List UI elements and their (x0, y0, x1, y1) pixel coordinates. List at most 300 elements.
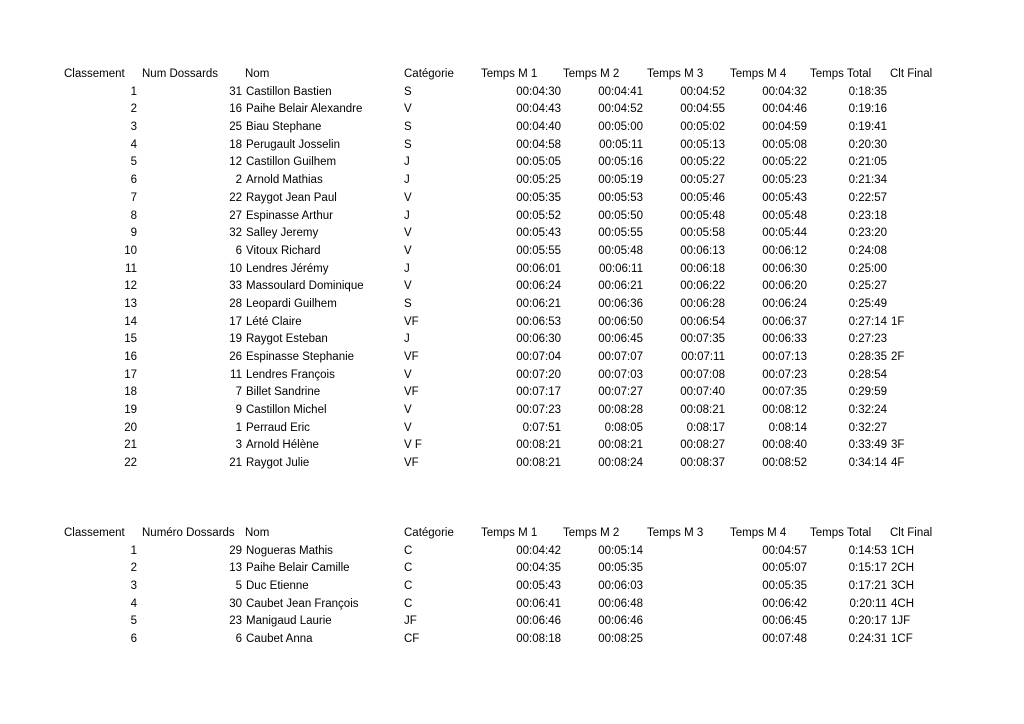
cell-temps-m1: 00:07:20 (516, 368, 561, 381)
cell-temps-total: 0:28:35 (848, 351, 887, 363)
table-row (0, 296, 1024, 314)
cell-nom: Caubet Anna (246, 633, 313, 646)
cell-temps-m3: 00:08:37 (680, 457, 725, 470)
cell-nom: Duc Etienne (246, 580, 309, 593)
cell-categorie: V (404, 280, 412, 293)
cell-dossard: 5 (235, 580, 242, 593)
cell-nom: Manigaud Laurie (246, 615, 332, 628)
cell-temps-m3: 00:07:11 (681, 351, 725, 363)
cell-temps-total: 0:21:05 (848, 156, 887, 169)
cell-clt-final: 1F (891, 315, 905, 328)
cell-nom: Massoulard Dominique (246, 280, 364, 293)
cell-temps-m2: 00:05:50 (598, 209, 643, 222)
cell-temps-m1: 00:06:24 (516, 280, 561, 293)
table-row (0, 402, 1024, 420)
cell-temps-m2: 00:05:48 (598, 244, 643, 257)
cell-temps-m1: 00:05:55 (516, 244, 561, 257)
cell-temps-m4: 00:04:59 (762, 121, 807, 134)
cell-temps-m4: 00:05:22 (762, 156, 807, 169)
cell-categorie: C (404, 562, 413, 575)
cell-classement: 8 (130, 209, 137, 222)
cell-temps-m4: 00:05:43 (762, 191, 807, 204)
table-row (0, 455, 1024, 473)
header-temps-m1: Temps M 1 (481, 68, 538, 80)
cell-temps-total: 0:34:14 (848, 457, 887, 470)
cell-temps-m1: 00:04:58 (516, 138, 561, 151)
cell-temps-m1: 00:08:21 (516, 439, 561, 452)
cell-categorie: J (404, 333, 410, 346)
cell-temps-m3: 00:04:55 (680, 103, 725, 116)
header-temps-m1: Temps M 1 (481, 527, 538, 539)
cell-categorie: V (404, 404, 412, 417)
cell-temps-m3: 00:07:08 (680, 368, 725, 381)
table-row (0, 384, 1024, 402)
cell-temps-m2: 00:05:55 (598, 227, 643, 240)
cell-temps-total: 0:21:34 (848, 174, 887, 187)
table-row (0, 137, 1024, 155)
cell-temps-total: 0:29:59 (848, 386, 887, 399)
cell-temps-m1: 00:05:43 (516, 227, 561, 240)
cell-temps-m3: 00:08:21 (680, 404, 725, 417)
cell-temps-m1: 00:06:01 (516, 262, 561, 275)
cell-nom: Salley Jeremy (246, 227, 319, 240)
cell-temps-total: 0:25:00 (848, 262, 887, 275)
cell-temps-m1: 00:04:43 (516, 103, 561, 116)
cell-classement: 14 (124, 315, 137, 328)
cell-temps-m4: 00:05:44 (762, 227, 807, 240)
cell-dossard: 26 (229, 351, 242, 363)
header-categorie: Catégorie (404, 68, 454, 80)
cell-categorie: V (404, 191, 412, 204)
cell-clt-final: 1JF (891, 615, 911, 628)
cell-dossard: 23 (229, 615, 242, 628)
cell-dossard: 18 (229, 138, 242, 151)
cell-temps-m1: 00:08:18 (516, 633, 561, 646)
cell-categorie: S (404, 121, 412, 134)
table-header-row (0, 525, 1024, 543)
cell-categorie: VF (404, 351, 419, 363)
header-temps-m4: Temps M 4 (730, 68, 787, 80)
cell-categorie: S (404, 297, 412, 310)
cell-categorie: V F (404, 439, 422, 452)
cell-temps-total: 0:14:53 (848, 544, 887, 557)
cell-temps-total: 0:17:21 (848, 580, 887, 593)
cell-categorie: J (404, 156, 410, 169)
cell-temps-m4: 00:06:12 (762, 244, 807, 257)
cell-nom: Arnold Hélène (246, 439, 319, 452)
cell-categorie: C (404, 580, 413, 593)
cell-temps-m3: 00:05:58 (680, 227, 725, 240)
header-nom: Nom (245, 527, 270, 539)
cell-temps-m2: 00:08:28 (598, 404, 643, 417)
table-row (0, 560, 1024, 578)
cell-dossard: 27 (229, 209, 242, 222)
cell-nom: Castillon Michel (246, 404, 327, 417)
cell-temps-m4: 00:08:52 (762, 457, 807, 470)
cell-categorie: V (404, 244, 412, 257)
cell-temps-m4: 00:07:35 (762, 386, 807, 399)
cell-temps-m4: 00:05:23 (762, 174, 807, 187)
cell-classement: 15 (124, 333, 137, 346)
cell-temps-m2: 00:07:07 (598, 351, 643, 363)
cell-classement: 3 (130, 580, 137, 593)
cell-temps-m2: 00:05:19 (598, 174, 643, 187)
cell-temps-m2: 00:05:11 (599, 138, 643, 151)
cell-classement: 5 (130, 156, 137, 169)
cell-categorie: J (404, 209, 410, 222)
cell-nom: Paihe Belair Alexandre (246, 103, 363, 116)
cell-nom: Paihe Belair Camille (246, 562, 350, 575)
cell-nom: Lété Claire (246, 315, 302, 328)
cell-dossard: 32 (229, 227, 242, 240)
cell-temps-m4: 00:06:42 (762, 597, 807, 610)
cell-temps-m3: 00:06:22 (680, 280, 725, 293)
header-classement: Classement (64, 527, 125, 539)
header-dossard: Num Dossards (142, 68, 219, 80)
cell-classement: 7 (130, 191, 137, 204)
cell-temps-m2: 00:06:50 (598, 315, 643, 328)
cell-temps-m2: 00:07:03 (598, 368, 643, 381)
cell-temps-m2: 00:05:53 (598, 191, 643, 204)
cell-classement: 17 (124, 368, 137, 381)
cell-classement: 19 (124, 404, 137, 417)
cell-nom: Arnold Mathias (246, 174, 323, 187)
cell-classement: 12 (124, 280, 137, 293)
results-table-main (0, 66, 1024, 473)
cell-temps-m1: 00:05:25 (516, 174, 561, 187)
cell-dossard: 7 (235, 386, 242, 399)
cell-temps-m1: 00:07:04 (516, 351, 561, 363)
cell-temps-m3: 00:05:46 (680, 191, 725, 204)
table-row (0, 314, 1024, 332)
cell-temps-m2: 00:08:24 (598, 457, 643, 470)
cell-temps-m3: 0:08:17 (686, 421, 725, 434)
cell-temps-m2: 00:06:48 (598, 597, 643, 610)
cell-temps-total: 0:23:18 (848, 209, 887, 222)
cell-temps-m3: 00:05:13 (680, 138, 725, 151)
cell-temps-m2: 00:04:52 (598, 103, 643, 116)
cell-temps-m1: 00:07:17 (516, 386, 561, 399)
cell-categorie: CF (404, 633, 420, 646)
cell-classement: 10 (124, 244, 137, 257)
cell-temps-total: 0:19:41 (848, 121, 887, 134)
cell-dossard: 9 (235, 404, 242, 417)
table-row (0, 420, 1024, 438)
cell-temps-m1: 00:06:21 (516, 297, 561, 310)
header-temps-m3: Temps M 3 (647, 527, 704, 539)
cell-temps-m4: 00:06:30 (762, 262, 807, 275)
cell-classement: 11 (125, 262, 137, 275)
table-row (0, 172, 1024, 190)
cell-categorie: JF (404, 615, 417, 628)
cell-dossard: 17 (229, 315, 242, 328)
table-row (0, 437, 1024, 455)
cell-nom: Raygot Jean Paul (246, 191, 337, 204)
cell-temps-m1: 00:05:52 (516, 209, 561, 222)
table-row (0, 84, 1024, 102)
cell-dossard: 2 (235, 174, 242, 187)
cell-temps-m2: 0:08:05 (604, 421, 643, 434)
table-row (0, 631, 1024, 649)
cell-clt-final: 2F (891, 351, 905, 363)
results-table-secondary (0, 525, 1024, 649)
header-dossard: Numéro Dossards (142, 527, 235, 539)
cell-temps-m4: 00:06:20 (762, 280, 807, 293)
cell-temps-m4: 00:07:13 (762, 351, 807, 363)
table-row (0, 119, 1024, 137)
table-row (0, 613, 1024, 631)
cell-classement: 2 (130, 562, 137, 575)
cell-temps-total: 0:20:11 (849, 597, 887, 610)
cell-temps-m4: 00:06:33 (762, 333, 807, 346)
header-nom: Nom (245, 68, 270, 80)
cell-temps-m4: 00:07:48 (762, 633, 807, 646)
table-row (0, 349, 1024, 367)
cell-temps-m2: 00:04:41 (598, 85, 643, 98)
cell-temps-m4: 0:08:14 (768, 421, 807, 434)
cell-classement: 6 (130, 633, 137, 646)
cell-temps-m3: 00:05:48 (680, 209, 725, 222)
cell-nom: Raygot Esteban (246, 333, 328, 346)
table-row (0, 190, 1024, 208)
cell-dossard: 3 (235, 439, 242, 452)
cell-temps-m2: 00:08:25 (598, 633, 643, 646)
cell-classement: 9 (130, 227, 137, 240)
cell-dossard: 28 (229, 297, 242, 310)
cell-temps-m2: 00:06:45 (598, 333, 643, 346)
cell-clt-final: 4F (891, 457, 905, 470)
cell-temps-m4: 00:08:12 (762, 404, 807, 417)
cell-dossard: 12 (229, 156, 242, 169)
cell-clt-final: 3CH (891, 580, 915, 593)
cell-temps-m3: 00:06:13 (680, 244, 725, 257)
cell-clt-final: 3F (891, 439, 905, 452)
cell-nom: Espinasse Arthur (246, 209, 333, 222)
cell-classement: 21 (124, 439, 137, 452)
table-row (0, 367, 1024, 385)
cell-temps-m2: 00:05:14 (598, 544, 643, 557)
cell-nom: Vitoux Richard (246, 244, 321, 257)
cell-categorie: S (404, 85, 412, 98)
cell-temps-m4: 00:05:07 (762, 562, 807, 575)
cell-classement: 13 (124, 297, 137, 310)
cell-categorie: VF (404, 386, 419, 399)
table-row (0, 578, 1024, 596)
cell-categorie: S (404, 138, 412, 151)
table-row (0, 154, 1024, 172)
cell-temps-m3: 00:06:54 (680, 315, 725, 328)
cell-categorie: V (404, 421, 412, 434)
cell-temps-m2: 00:05:35 (598, 562, 643, 575)
cell-temps-m4: 00:06:37 (762, 315, 807, 328)
cell-temps-m4: 00:05:08 (762, 138, 807, 151)
table-row (0, 261, 1024, 279)
cell-temps-total: 0:22:57 (848, 191, 887, 204)
cell-clt-final: 1CH (891, 544, 915, 557)
cell-temps-m2: 00:06:03 (598, 580, 643, 593)
cell-temps-total: 0:32:24 (848, 404, 887, 417)
cell-temps-m2: 00:05:16 (598, 156, 643, 169)
cell-temps-m3: 00:06:28 (680, 297, 725, 310)
cell-categorie: J (404, 262, 410, 275)
cell-nom: Perraud Eric (246, 421, 310, 434)
cell-nom: Caubet Jean François (246, 597, 359, 610)
cell-temps-m2: 00:07:27 (598, 386, 643, 399)
cell-clt-final: 2CH (891, 562, 915, 575)
cell-classement: 20 (124, 421, 137, 434)
cell-classement: 4 (130, 138, 137, 151)
cell-temps-total: 0:20:30 (848, 138, 887, 151)
cell-dossard: 16 (229, 103, 242, 116)
cell-temps-m2: 00:08:21 (598, 439, 643, 452)
cell-temps-total: 0:15:17 (848, 562, 887, 575)
cell-temps-m3: 00:08:27 (680, 439, 725, 452)
cell-temps-total: 0:19:16 (848, 103, 887, 116)
cell-temps-m1: 00:04:35 (516, 562, 561, 575)
cell-categorie: J (404, 174, 410, 187)
cell-dossard: 11 (230, 368, 242, 381)
cell-nom: Lendres Jérémy (246, 262, 329, 275)
table-row (0, 596, 1024, 614)
cell-temps-m1: 00:06:30 (516, 333, 561, 346)
table-row (0, 543, 1024, 561)
cell-temps-m2: 00:06:36 (598, 297, 643, 310)
cell-classement: 1 (130, 85, 137, 98)
cell-dossard: 6 (235, 244, 242, 257)
cell-dossard: 33 (229, 280, 242, 293)
cell-temps-m1: 00:04:30 (516, 85, 561, 98)
cell-temps-m3: 00:04:52 (680, 85, 725, 98)
cell-temps-m1: 00:07:23 (516, 404, 561, 417)
cell-temps-total: 0:33:49 (848, 439, 887, 452)
cell-temps-m2: 00:05:00 (598, 121, 643, 134)
header-classement: Classement (64, 68, 125, 80)
cell-temps-total: 0:25:49 (848, 297, 887, 310)
cell-classement: 18 (124, 386, 137, 399)
cell-nom: Leopardi Guilhem (246, 297, 337, 310)
header-temps-m2: Temps M 2 (563, 68, 620, 80)
cell-temps-total: 0:23:20 (848, 227, 887, 240)
cell-temps-total: 0:24:31 (848, 633, 887, 646)
cell-temps-m1: 00:06:46 (516, 615, 561, 628)
header-clt-final: Clt Final (890, 68, 933, 80)
cell-classement: 5 (130, 615, 137, 628)
header-temps-m2: Temps M 2 (563, 527, 620, 539)
header-temps-total: Temps Total (810, 527, 872, 539)
cell-temps-m1: 00:04:42 (516, 544, 561, 557)
cell-classement: 3 (130, 121, 137, 134)
cell-temps-m1: 00:08:21 (516, 457, 561, 470)
cell-dossard: 10 (229, 262, 242, 275)
cell-temps-total: 0:32:27 (848, 421, 887, 434)
cell-dossard: 29 (229, 544, 242, 557)
cell-temps-m2: 00:06:46 (598, 615, 643, 628)
cell-nom: Biau Stephane (246, 121, 322, 134)
cell-temps-total: 0:27:14 (848, 315, 887, 328)
cell-temps-m4: 00:05:35 (762, 580, 807, 593)
cell-temps-m1: 00:06:53 (516, 315, 561, 328)
cell-categorie: VF (404, 457, 419, 470)
cell-classement: 22 (124, 457, 137, 470)
cell-dossard: 31 (229, 85, 242, 98)
cell-temps-m3: 00:05:27 (680, 174, 725, 187)
cell-temps-total: 0:25:27 (848, 280, 887, 293)
cell-temps-m1: 00:05:35 (516, 191, 561, 204)
cell-clt-final: 1CF (891, 633, 913, 646)
cell-categorie: C (404, 544, 413, 557)
cell-dossard: 21 (229, 457, 242, 470)
cell-classement: 2 (130, 103, 137, 116)
cell-temps-m4: 00:07:23 (762, 368, 807, 381)
cell-temps-m1: 00:05:43 (516, 580, 561, 593)
cell-temps-m3: 00:05:22 (680, 156, 725, 169)
cell-categorie: VF (404, 315, 419, 328)
cell-temps-total: 0:24:08 (848, 244, 887, 257)
cell-temps-m4: 00:06:45 (762, 615, 807, 628)
table-row (0, 101, 1024, 119)
cell-temps-m4: 00:08:40 (762, 439, 807, 452)
cell-temps-m4: 00:04:32 (762, 85, 807, 98)
cell-dossard: 6 (235, 633, 242, 646)
cell-temps-m3: 00:06:18 (680, 262, 725, 275)
table-row (0, 208, 1024, 226)
cell-classement: 16 (124, 351, 137, 363)
header-temps-m4: Temps M 4 (730, 527, 787, 539)
cell-dossard: 1 (235, 421, 242, 434)
cell-nom: Perugault Josselin (246, 138, 340, 151)
cell-temps-m1: 00:04:40 (516, 121, 561, 134)
table-header-row (0, 66, 1024, 84)
cell-nom: Espinasse Stephanie (246, 351, 355, 363)
cell-nom: Castillon Guilhem (246, 156, 337, 169)
cell-temps-m4: 00:05:48 (762, 209, 807, 222)
header-categorie: Catégorie (404, 527, 454, 539)
cell-classement: 4 (130, 597, 137, 610)
cell-temps-m4: 00:04:46 (762, 103, 807, 116)
cell-nom: Castillon Bastien (246, 85, 332, 98)
table-row (0, 225, 1024, 243)
cell-classement: 6 (130, 174, 137, 187)
cell-nom: Lendres François (246, 368, 335, 381)
cell-dossard: 19 (229, 333, 242, 346)
cell-temps-m3: 00:07:40 (680, 386, 725, 399)
cell-temps-m1: 0:07:51 (522, 421, 561, 434)
cell-categorie: V (404, 368, 412, 381)
cell-nom: Billet Sandrine (246, 386, 321, 399)
cell-clt-final: 4CH (891, 597, 915, 610)
cell-temps-total: 0:28:54 (848, 368, 887, 381)
cell-categorie: V (404, 103, 412, 116)
cell-temps-total: 0:20:17 (848, 615, 887, 628)
cell-temps-m3: 00:07:35 (680, 333, 725, 346)
cell-temps-m4: 00:06:24 (762, 297, 807, 310)
cell-classement: 1 (130, 544, 137, 557)
cell-dossard: 25 (229, 121, 242, 134)
cell-temps-m3: 00:05:02 (680, 121, 725, 134)
table-row (0, 331, 1024, 349)
cell-dossard: 30 (229, 597, 242, 610)
header-temps-m3: Temps M 3 (647, 68, 704, 80)
cell-temps-m4: 00:04:57 (762, 544, 807, 557)
cell-temps-m1: 00:06:41 (516, 597, 561, 610)
cell-temps-m1: 00:05:05 (516, 156, 561, 169)
cell-nom: Nogueras Mathis (246, 544, 333, 557)
header-clt-final: Clt Final (890, 527, 933, 539)
cell-dossard: 22 (229, 191, 242, 204)
cell-temps-m2: 00:06:21 (598, 280, 643, 293)
table-row (0, 278, 1024, 296)
cell-nom: Raygot Julie (246, 457, 310, 470)
